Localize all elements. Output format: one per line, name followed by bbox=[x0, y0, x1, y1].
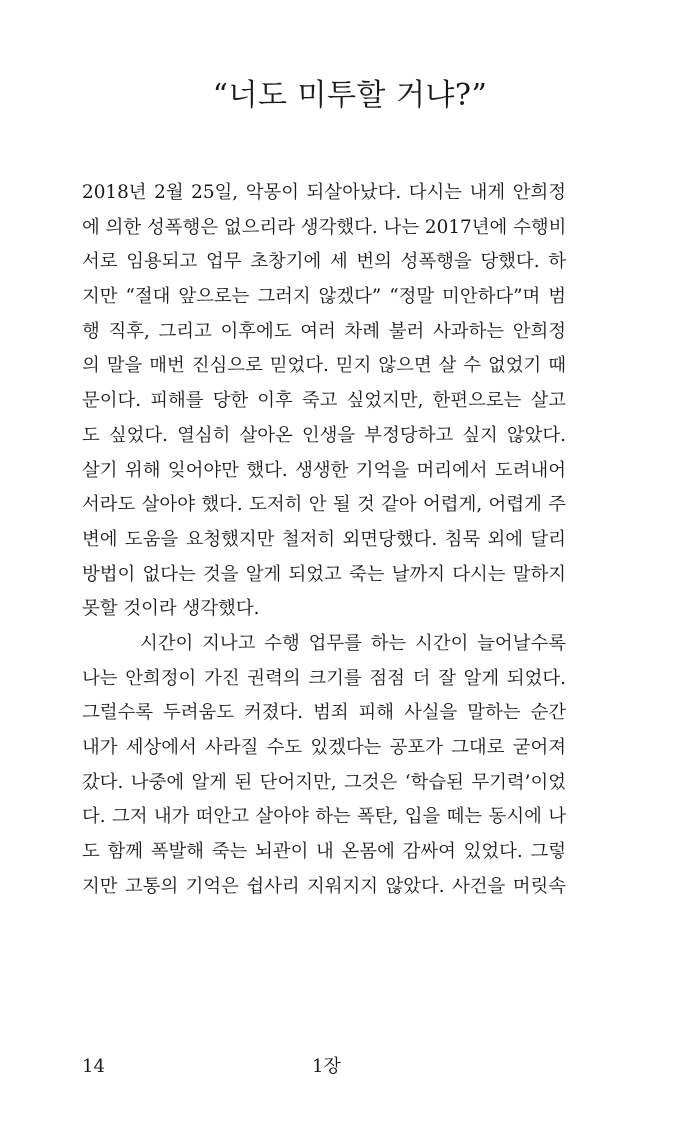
text-line: 시간이 지나고 수행 업무를 하는 시간이 늘어날수록 bbox=[140, 632, 566, 654]
text-line: 내가 세상에서 사라질 수도 있겠다는 공포가 그대로 굳어져 bbox=[82, 737, 566, 758]
page-title: “너도 미투할 거냐?” bbox=[212, 78, 488, 113]
text-line: 문이다. 피해를 당한 이후 죽고 싶었지만, 한편으로는 살고 bbox=[82, 390, 566, 412]
text-line: 변에 도움을 요청했지만 철저히 외면당했다. 침묵 외에 달리 bbox=[82, 528, 566, 550]
text-line: 의 말을 매번 진심으로 믿었다. 믿지 않으면 살 수 없었기 때 bbox=[82, 355, 566, 377]
text-line: 도 싶었다. 열심히 살아온 인생을 부정당하고 싶지 않았다. bbox=[82, 424, 566, 446]
text-line: 도 함께 폭발해 죽는 뇌관이 내 온몸에 감싸여 있었다. 그렇 bbox=[82, 841, 566, 863]
text-line: 에 의한 성폭행은 없으리라 생각했다. 나는 2017년에 수행비 bbox=[82, 216, 566, 238]
page-number: 14 bbox=[82, 1056, 105, 1077]
text-line: 행 직후, 그리고 이후에도 여러 차례 불러 사과하는 안희정 bbox=[82, 320, 566, 342]
body-text bbox=[82, 176, 566, 904]
text-line: 지만 고통의 기억은 쉽사리 지워지지 않았다. 사건을 머릿속 bbox=[82, 875, 566, 897]
text-line: 못할 것이라 생각했다. bbox=[82, 598, 260, 620]
text-line: 다. 그저 내가 떠안고 살아야 하는 폭탄, 입을 떼는 동시에 나 bbox=[82, 806, 566, 828]
text-line: 방법이 없다는 것을 알게 되었고 죽는 날까지 다시는 말하지 bbox=[82, 563, 566, 585]
text-line: 나는 안희정이 가진 권력의 크기를 점점 더 잘 알게 되었다. bbox=[82, 667, 566, 689]
text-line: 살기 위해 잊어야만 했다. 생생한 기억을 머리에서 도려내어 bbox=[82, 459, 566, 481]
text-line: 그럴수록 두려움도 커졌다. 범죄 피해 사실을 말하는 순간 bbox=[82, 702, 566, 724]
page-footer bbox=[0, 1052, 700, 1082]
text-line: 서라도 살아야 했다. 도저히 안 될 것 같아 어렵게, 어렵게 주 bbox=[82, 494, 566, 516]
text-line: 2018년 2월 25일, 악몽이 되살아났다. 다시는 내게 안희정 bbox=[82, 182, 566, 203]
text-line: 서로 임용되고 업무 초창기에 세 번의 성폭행을 당했다. 하 bbox=[82, 251, 566, 273]
text-line: 지만 “절대 앞으로는 그러지 않겠다” “정말 미안하다”며 범 bbox=[82, 286, 566, 308]
chapter-label: 1장 bbox=[312, 1056, 341, 1077]
text-line: 갔다. 나중에 알게 된 단어지만, 그것은 ‘학습된 무기력’이었 bbox=[82, 771, 566, 793]
